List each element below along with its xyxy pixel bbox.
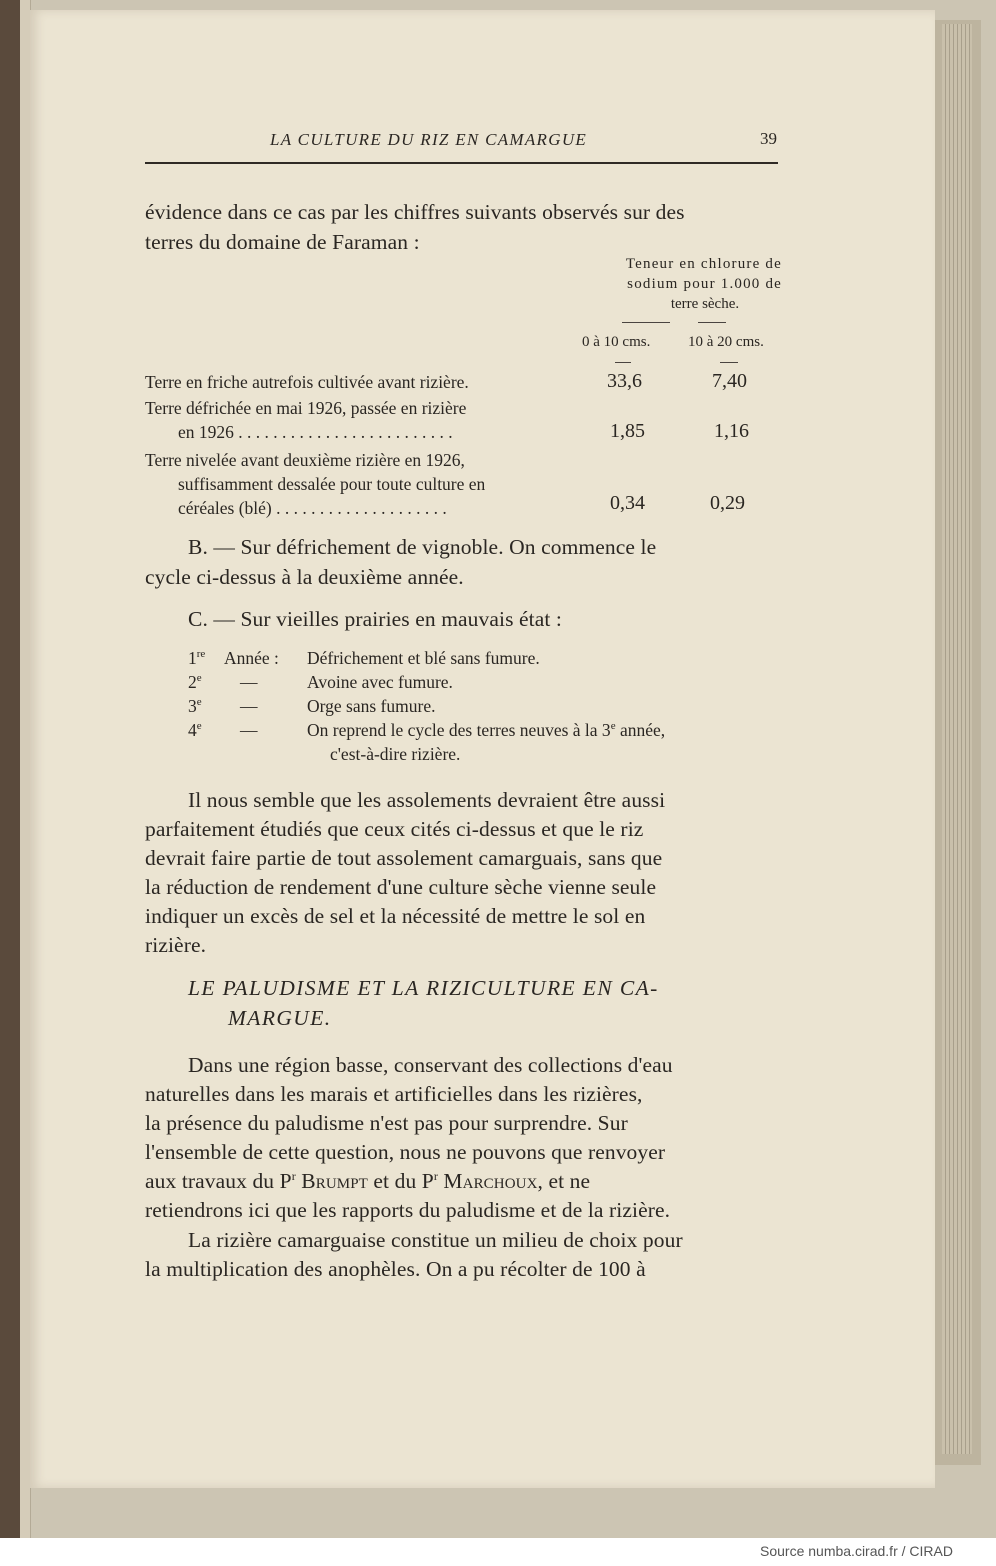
page-stack-edges [942,24,972,1454]
source-credit: Source numba.cirad.fr / CIRAD [760,1543,953,1559]
table-row-label: Terre en friche autrefois cultivée avant rizière. [145,372,469,392]
author-name: Brumpt [301,1169,368,1194]
table-row-label: en 1926 . . . . . . . . . . . . . . . . . . . . . . . . . [178,422,453,442]
section-heading: LE PALUDISME ET LA RIZICULTURE EN CA- [188,976,659,1000]
author-name: Marchoux [443,1169,538,1194]
paragraph-line: naturelles dans les marais et artificielles dans les rizières, [145,1082,643,1106]
section-heading: MARGUE. [228,1006,332,1030]
rotation-text: Avoine avec fumure. [307,672,453,692]
intro-line: évidence dans ce cas par les chiffres suivants observés sur des [145,200,685,224]
paragraph-line: rizière. [145,933,207,957]
table-value: 1,16 [714,420,749,442]
table-header-line: Teneur en chlorure de [625,256,782,272]
column-header-0-10: 0 à 10 cms. [582,334,651,350]
paragraph-line: aux travaux du $P^r$ Brumpt et du $P^r$ Marchoux, et ne [145,1169,591,1194]
paragraph-line: La rizière camarguaise constitue un milieu de choix pour [188,1228,683,1252]
rotation-text: Défrichement et blé sans fumure. [307,648,540,668]
rotation-number: 1re [188,648,206,668]
table-header-line: terre sèche. [670,296,740,312]
section-b-line: B. — Sur défrichement de vignoble. On commence le [188,535,657,559]
paragraph-line: indiquer un excès de sel et la nécessité de mettre le sol en [145,904,646,928]
header-brace [698,322,726,323]
rotation-text: c'est-à-dire rizière. [330,744,461,764]
paragraph-line: l'ensemble de cette question, nous ne pouvons que renvoyer [145,1140,666,1164]
rotation-number: 4e [188,720,202,740]
rotation-text: On reprend le cycle des terres neuves à la 3e année, [307,720,666,740]
column-dash [615,362,631,363]
rotation-number: 3e [188,696,202,716]
header-rule [145,162,778,164]
rotation-label: — [240,720,258,740]
column-header-10-20: 10 à 20 cms. [688,334,764,350]
table-row-label: céréales (blé) . . . . . . . . . . . . . . . . . . . . [178,498,447,518]
paragraph-line: la présence du paludisme n'est pas pour surprendre. Sur [145,1111,628,1135]
running-head-title: LA CULTURE DU RIZ EN CAMARGUE [270,130,588,149]
table-value: 0,34 [610,492,645,514]
table-row-label: Terre nivelée avant deuxième rizière en 1926, [145,450,465,470]
table-row-label: Terre défrichée en mai 1926, passée en rizière [145,398,467,418]
rotation-label: — [240,672,258,692]
paragraph-line: Dans une région basse, conservant des collections d'eau [188,1053,673,1077]
header-brace [622,322,670,323]
section-b-line: cycle ci-dessus à la deuxième année. [145,565,464,589]
table-value: 7,40 [712,370,747,392]
paragraph-line: devrait faire partie de tout assolement camarguais, sans que [145,846,663,870]
paragraph-line: Il nous semble que les assolements devraient être aussi [188,788,666,812]
table-value: 0,29 [710,492,745,514]
table-header-line: sodium pour 1.000 de [627,276,782,292]
section-c-title: C. — Sur vieilles prairies en mauvais état : [188,607,562,631]
paragraph-line: retiendrons ici que les rapports du paludisme et de la rizière. [145,1198,671,1222]
table-value: 1,85 [610,420,645,442]
page-number: 39 [760,129,777,148]
rotation-label: — [240,696,258,716]
rotation-number: 2e [188,672,202,692]
book-page [30,10,935,1488]
paragraph-line: parfaitement étudiés que ceux cités ci-dessus et que le riz [145,817,644,841]
intro-line: terres du domaine de Faraman : [145,230,420,254]
paragraph-line: la réduction de rendement d'une culture sèche vienne seule [145,875,657,899]
rotation-text: Orge sans fumure. [307,696,436,716]
table-row-label: suffisamment dessalée pour toute culture en [178,474,486,494]
table-value: 33,6 [607,370,642,392]
rotation-label: Année : [224,648,279,668]
column-dash [720,362,738,363]
paragraph-line: la multiplication des anophèles. On a pu récolter de 100 à [145,1257,646,1281]
